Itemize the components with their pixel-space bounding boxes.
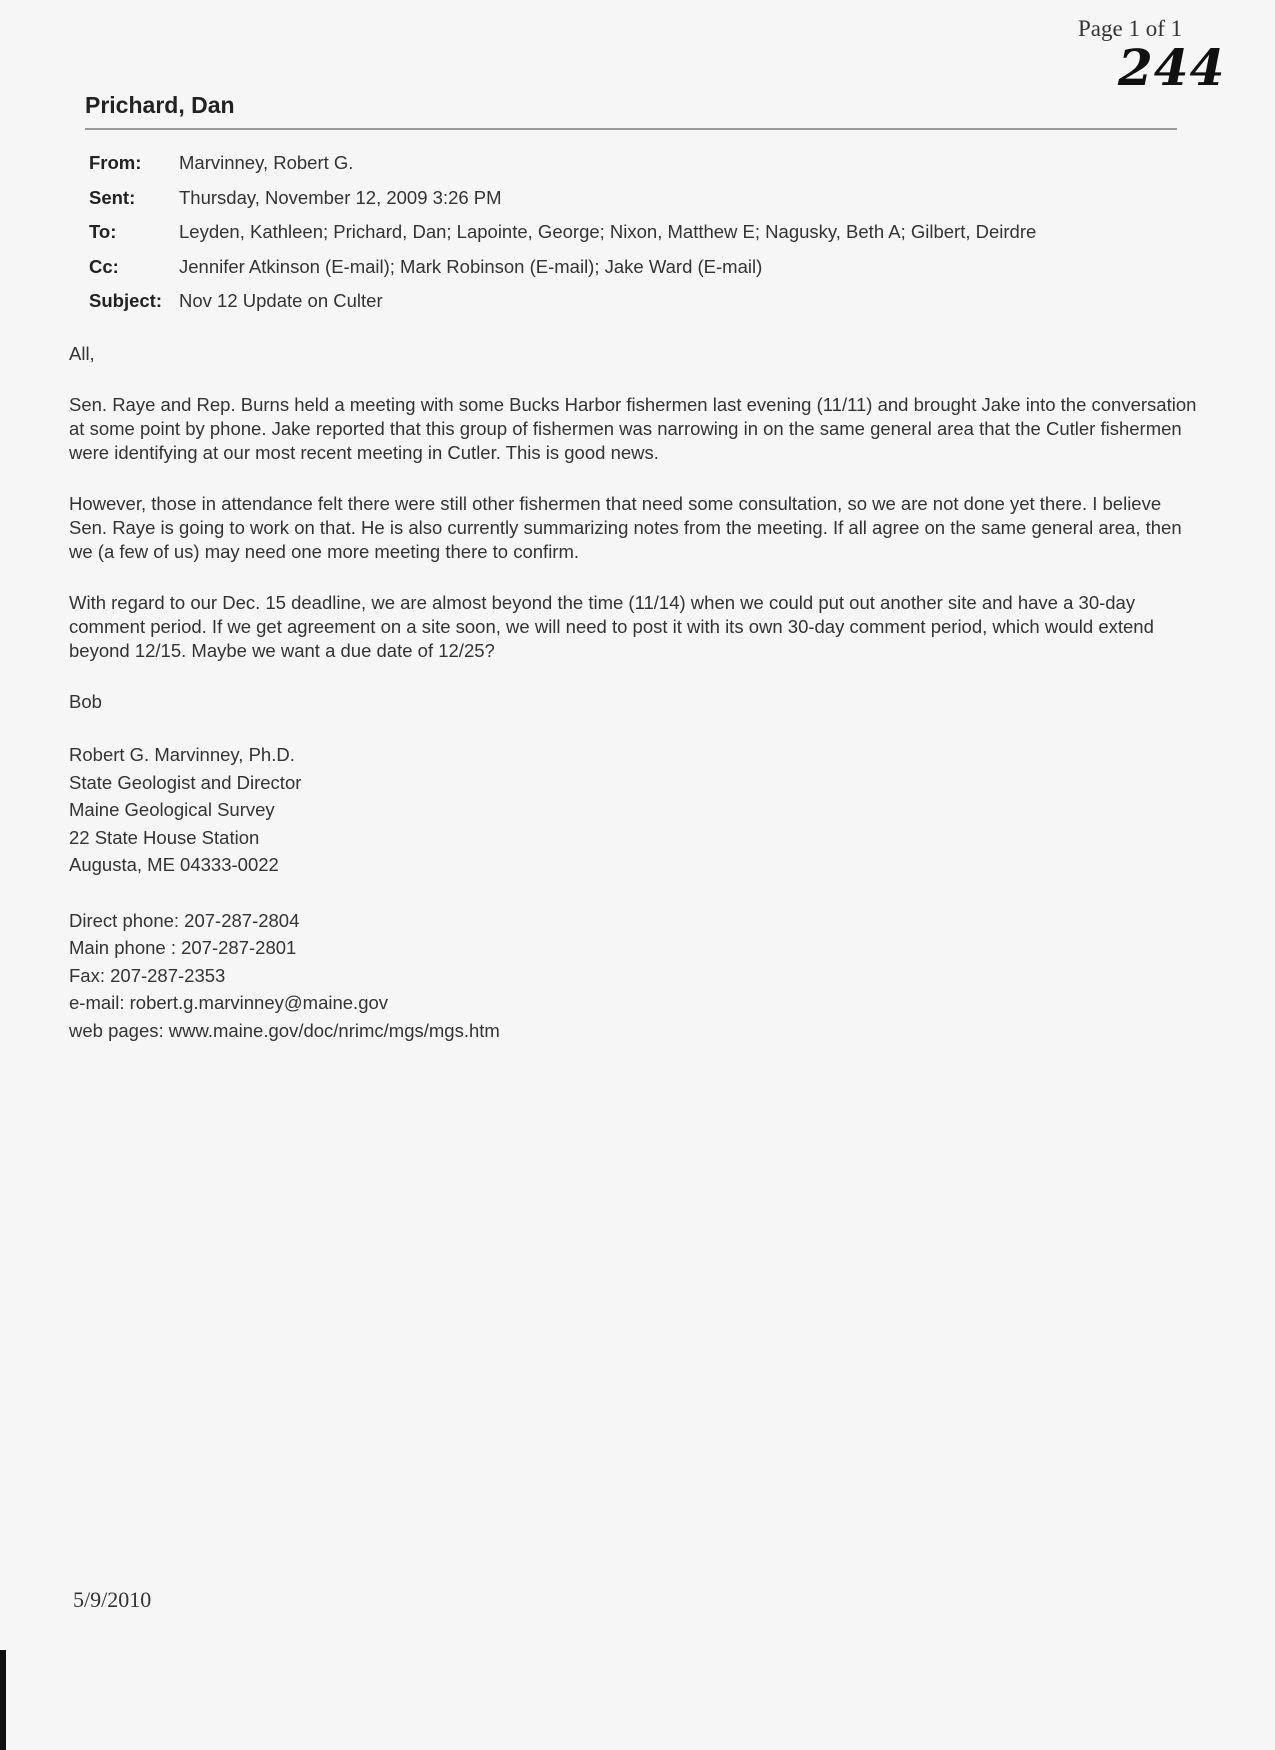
- body-paragraph: However, those in attendance felt there were still other fishermen that need some consultation, so we are not done yet there. I believe Sen. Raye is going to work on that. He is also currently summarizing notes from the meeting. If all agree on the same general area, then we (a few of us) may need one more meeting there to confirm.: [69, 493, 1182, 562]
- sent-label: Sent:: [89, 186, 136, 208]
- sent-value: Thursday, November 12, 2009 3:26 PM: [179, 186, 502, 208]
- main-phone: Main phone : 207-287-2801: [69, 937, 297, 958]
- print-date: 5/9/2010: [73, 1587, 152, 1612]
- cc-row: [89, 250, 1036, 285]
- from-row: [89, 146, 1036, 181]
- contact-block: [69, 907, 1199, 1045]
- email-address: e-mail: robert.g.marvinney@maine.gov: [69, 992, 389, 1013]
- scan-edge: [0, 1650, 6, 1750]
- to-value: Leyden, Kathleen; Prichard, Dan; Lapointe, George; Nixon, Matthew E; Nagusky, Beth A; Gilbert, Deirdre: [179, 221, 1037, 242]
- mailbox-owner-name: Prichard, Dan: [85, 92, 235, 118]
- signature-address-line1: 22 State House Station: [69, 826, 260, 848]
- body-paragraph: Sen. Raye and Rep. Burns held a meeting with some Bucks Harbor fishermen last evening (11/11) and brought Jake into the conversation at some point by phone. Jake reported that this group of fishermen was narrowing in on the same general area that the Cutler fishermen were identifying at our most recent meeting in Cutler. This is good news.: [69, 394, 1197, 463]
- signature-org: Maine Geological Survey: [69, 799, 275, 820]
- sent-row: [89, 181, 1036, 216]
- web-pages: web pages: www.maine.gov/doc/nrimc/mgs/mgs.htm: [69, 1019, 500, 1041]
- closing: Bob: [69, 691, 102, 712]
- header-divider: [85, 128, 1177, 130]
- page-number: Page 1 of 1: [1078, 16, 1183, 41]
- direct-phone: Direct phone: 207-287-2804: [69, 909, 300, 931]
- greeting: All,: [69, 343, 95, 364]
- fax: Fax: 207-287-2353: [69, 964, 226, 986]
- signature-name: Robert G. Marvinney, Ph.D.: [69, 744, 295, 765]
- cc-label: Cc:: [89, 255, 119, 277]
- subject-label: Subject:: [89, 290, 162, 311]
- signature-block: [69, 741, 1199, 879]
- to-label: To:: [89, 221, 117, 242]
- email-headers: [89, 146, 1036, 319]
- body-paragraph: With regard to our Dec. 15 deadline, we are almost beyond the time (11/14) when we could put out another site and have a 30-day comment period. If we get agreement on a site soon, we will need to post it with its own 30-day comment period, which would extend beyond 12/15. Maybe we want a due date of 12/25?: [69, 592, 1154, 661]
- to-row: [89, 215, 1036, 250]
- handwritten-page-number: 244: [1118, 38, 1226, 97]
- from-label: From:: [89, 152, 142, 173]
- subject-value: Nov 12 Update on Culter: [179, 290, 383, 311]
- email-body: [69, 342, 1199, 1072]
- signature-title: State Geologist and Director: [69, 771, 302, 793]
- signature-address-line2: Augusta, ME 04333-0022: [69, 854, 279, 875]
- from-value: Marvinney, Robert G.: [179, 152, 354, 173]
- cc-value: Jennifer Atkinson (E-mail); Mark Robinson (E-mail); Jake Ward (E-mail): [179, 255, 763, 277]
- subject-row: [89, 284, 1036, 319]
